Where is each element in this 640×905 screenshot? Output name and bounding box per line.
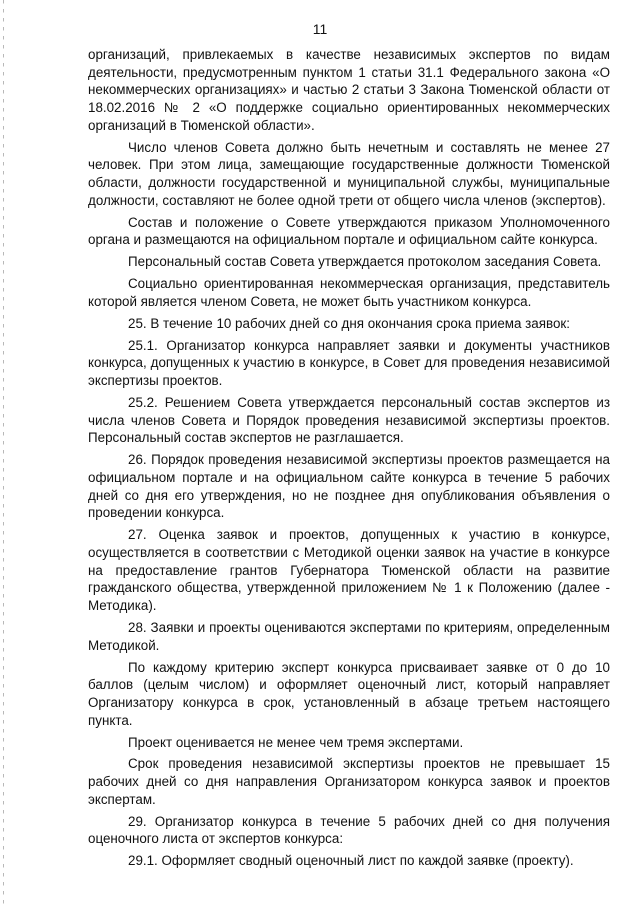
paragraph-council-composition: Состав и положение о Совете утверждаются приказом Уполномоченного органа и размещаются на официальном портале и официальном сайте конкурса.	[88, 214, 610, 248]
paragraph-experts-count: Проект оценивается не менее чем тремя экспертами.	[128, 734, 464, 750]
document-body	[88, 46, 610, 874]
paragraph-scoring: По каждому критерию эксперт конкурса присваивает заявке от 0 до 10 баллов (целым числом) и оформляет оценочный лист, который направляет Организатору конкурса в срок, установленный в абзаце третьем настоящего пункта.	[88, 659, 610, 728]
paragraph-item-27: 27. Оценка заявок и проектов, допущенных к участию в конкурсе, осуществляется в соответствии с Методикой оценки заявок на участие в конкурсе на предоставление грантов Губернатора Тюменской области на развитие гражданского общества, утвержденной приложением № 1 к Положению (далее - Методика).	[88, 527, 610, 614]
paragraph-item-29-1: 29.1. Оформляет сводный оценочный лист по каждой заявке (проекту).	[128, 853, 574, 869]
paragraph-council-size: Число членов Совета должно быть нечетным и составлять не менее 27 человек. При этом лица, замещающие государственные должности Тюменской области, должности государственной и муниципальной службы, муниципальные должности, составляют не более одной трети от общего числа членов (экспертов).	[88, 139, 610, 208]
paragraph-item-29: 29. Организатор конкурса в течение 5 рабочих дней со дня получения оценочного листа от экспертов конкурса:	[88, 813, 610, 847]
paragraph-item-25: 25. В течение 10 рабочих дней со дня окончания срока приема заявок:	[128, 315, 570, 331]
paragraph-item-25-2: 25.2. Решением Совета утверждается персональный состав экспертов из числа членов Совета и Порядок проведения независимой экспертизы проектов. Персональный состав экспертов не разглашается.	[88, 394, 610, 446]
paragraph-item-28: 28. Заявки и проекты оцениваются экспертами по критериям, определенным Методикой.	[88, 619, 610, 653]
scan-edge-dots	[3, 0, 4, 905]
paragraph-item-25-1: 25.1. Организатор конкурса направляет заявки и документы участников конкурса, допущенных к участию в конкурсе, в Совет для проведения независимой экспертизы проектов.	[88, 337, 610, 389]
paragraph-personal-composition: Персональный состав Совета утверждается протоколом заседания Совета.	[128, 254, 602, 270]
paragraph-member-restriction: Социально ориентированная некоммерческая организация, представитель которой является членом Совета, не может быть участником конкурса.	[88, 276, 610, 309]
paragraph-item-26: 26. Порядок проведения независимой экспертизы проектов размещается на официальном портале и на официальном сайте конкурса в течение 5 рабочих дней со дня его утверждения, но не позднее дня опубликования объявления о проведении конкурса.	[88, 452, 610, 521]
paragraph-continuation: организаций, привлекаемых в качестве независимых экспертов по видам деятельности, предусмотренным пунктом 1 статьи 31.1 Федерального закона «О некоммерческих организациях» и частью 2 статьи 3 Закона Тюменской области от 18.02.2016 № 2 «О поддержке социально ориентированных некоммерческих организаций в Тюменской области».	[88, 47, 610, 133]
page-number: 11	[312, 21, 328, 37]
paragraph-expertise-term: Срок проведения независимой экспертизы проектов не превышает 15 рабочих дней со дня направления Организатором конкурса заявок и проектов экспертам.	[88, 756, 610, 807]
